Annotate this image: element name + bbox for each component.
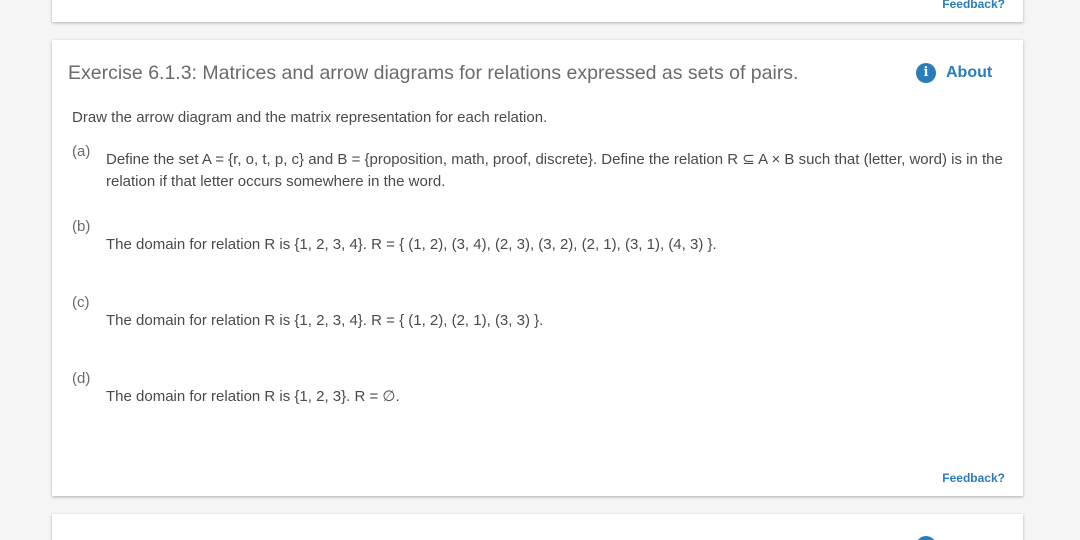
part-text: Define the set A = {r, o, t, p, c} and B = {proposition, math, proof, discrete}. Define the relation R ⊆ A × B such that (letter, word) is in the relation if that letter occurs somewhere in the word. — [106, 151, 1003, 190]
exercise-instructions: Draw the arrow diagram and the matrix representation for each relation. — [72, 109, 548, 126]
info-icon[interactable] — [916, 536, 936, 540]
previous-exercise-card — [52, 0, 1023, 22]
exercise-title: Exercise 6.1.3: Matrices and arrow diagrams for relations expressed as sets of pairs. — [68, 62, 799, 84]
part-marker: (a) — [72, 143, 91, 160]
part-marker: (c) — [72, 294, 90, 311]
feedback-link[interactable]: Feedback? — [942, 0, 1005, 11]
about-button[interactable] — [916, 63, 992, 83]
part-text: The domain for relation R is {1, 2, 3}. R = ∅. — [106, 388, 400, 405]
about-label: About — [946, 64, 993, 81]
part-marker: (b) — [72, 218, 91, 235]
info-icon: i — [916, 63, 936, 83]
part-text: The domain for relation R is {1, 2, 3, 4}. R = { (1, 2), (3, 4), (2, 3), (3, 2), (2, 1), (3, 1), (4, 3) }. — [106, 236, 717, 253]
feedback-link[interactable]: Feedback? — [942, 471, 1005, 485]
exercise-card — [52, 40, 1023, 496]
next-exercise-card — [52, 514, 1023, 540]
part-marker: (d) — [72, 370, 91, 387]
part-text: The domain for relation R is {1, 2, 3, 4}. R = { (1, 2), (2, 1), (3, 3) }. — [106, 312, 544, 329]
